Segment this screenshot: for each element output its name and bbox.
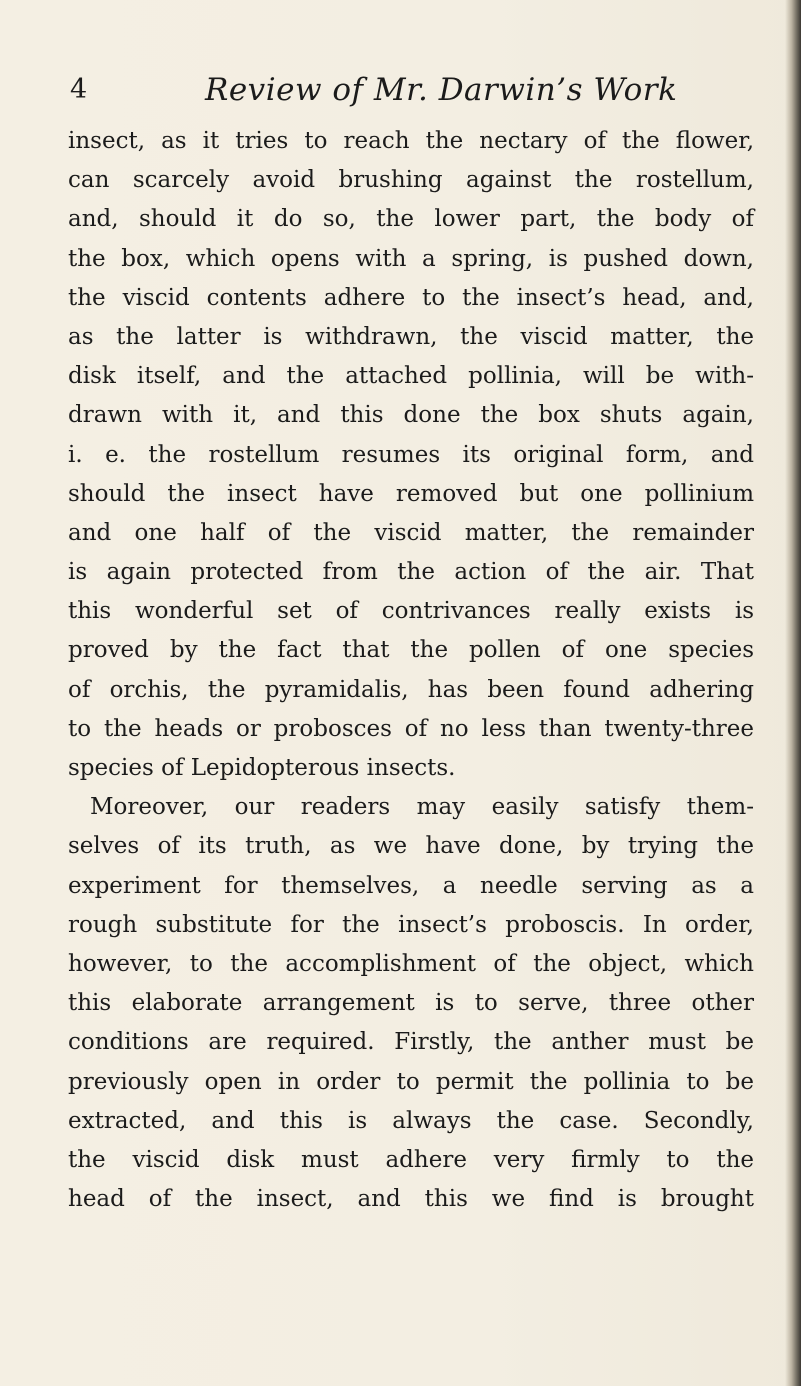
- text-line: rough substitute for the insect’s proboscis. In order,: [68, 911, 754, 938]
- text-line: can scarcely avoid brushing against the rostellum,: [68, 167, 754, 194]
- paragraph-start-line: Moreover, our readers may easily satisfy them-: [90, 794, 754, 821]
- text-line: and one half of the viscid matter, the remainder: [68, 519, 754, 546]
- page-number: 4: [70, 74, 88, 105]
- text-line: drawn with it, and this done the box shuts again,: [68, 402, 754, 429]
- text-line: as the latter is withdrawn, the viscid matter, the: [68, 323, 754, 350]
- text-line: previously open in order to permit the pollinia to be: [68, 1068, 754, 1095]
- text-line: head of the insect, and this we find is brought: [68, 1186, 754, 1213]
- text-line: proved by the fact that the pollen of one species: [68, 637, 754, 664]
- text-line: the viscid contents adhere to the insect’s head, and,: [68, 284, 754, 311]
- running-title: Review of Mr. Darwin’s Work: [205, 72, 678, 108]
- body-text: [68, 122, 754, 1219]
- text-line: insect, as it tries to reach the nectary of the flower,: [68, 128, 754, 154]
- text-line: extracted, and this is always the case. Secondly,: [68, 1107, 754, 1134]
- text-line: and, should it do so, the lower part, the body of: [68, 206, 754, 233]
- text-line: the viscid disk must adhere very firmly to the: [68, 1146, 754, 1173]
- text-line: experiment for themselves, a needle serving as a: [68, 872, 754, 899]
- text-line: this wonderful set of contrivances really exists is: [68, 598, 754, 625]
- page-edge-shadow: [785, 0, 801, 1386]
- text-line: i. e. the rostellum resumes its original form, and: [68, 441, 754, 468]
- page-header: [0, 72, 801, 112]
- text-line: the box, which opens with a spring, is pushed down,: [68, 245, 754, 272]
- paragraph-end-line: species of Lepidopterous insects.: [68, 755, 456, 781]
- text-line: this elaborate arrangement is to serve, three other: [68, 990, 754, 1017]
- text-line: conditions are required. Firstly, the anther must be: [68, 1029, 754, 1056]
- text-line: is again protected from the action of the air. That: [68, 559, 754, 586]
- text-line: should the insect have removed but one pollinium: [68, 480, 754, 507]
- text-line: however, to the accomplishment of the object, which: [68, 950, 754, 977]
- text-line: disk itself, and the attached pollinia, will be with-: [68, 363, 754, 390]
- text-line: to the heads or probosces of no less than twenty-three: [68, 715, 754, 742]
- text-line: of orchis, the pyramidalis, has been found adhering: [68, 676, 754, 703]
- text-line: selves of its truth, as we have done, by trying the: [68, 833, 754, 860]
